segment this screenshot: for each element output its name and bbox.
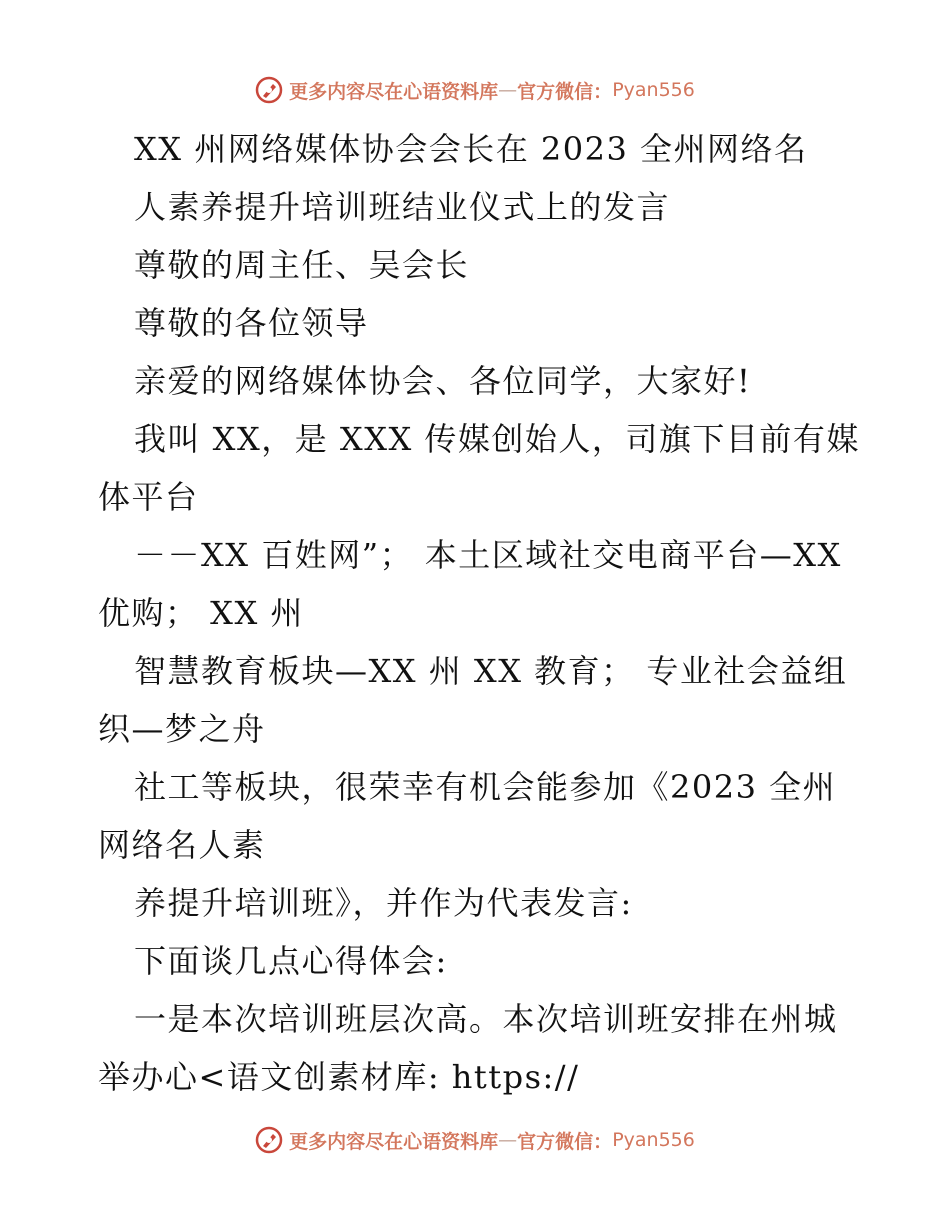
banner-separator: — bbox=[498, 1129, 518, 1151]
header-banner bbox=[0, 70, 950, 110]
document-line: 尊敬的周主任、吴会长 bbox=[134, 246, 470, 284]
document-line: 织—梦之舟 bbox=[98, 710, 266, 748]
footer-banner bbox=[0, 1120, 950, 1160]
document-line: 下面谈几点心得体会: bbox=[134, 942, 448, 980]
quill-pen-logo-icon bbox=[255, 1126, 283, 1154]
document-line: 人素养提升培训班结业仪式上的发言 bbox=[134, 188, 671, 226]
document-line: 一是本次培训班层次高。本次培训班安排在州城 bbox=[134, 1000, 838, 1038]
banner-separator: — bbox=[498, 79, 518, 101]
banner-wechat-label: 官方微信： bbox=[517, 1130, 613, 1153]
document-line: 智慧教育板块—XX 州 XX 教育； 专业社会益组 bbox=[134, 652, 848, 690]
banner-wechat-label: 官方微信： bbox=[517, 80, 613, 103]
quill-pen-logo-icon bbox=[255, 76, 283, 104]
document-line: XX 州网络媒体协会会长在 2023 全州网络名 bbox=[134, 130, 808, 168]
banner-wechat-id: Pyan556 bbox=[612, 79, 695, 101]
document-line: 亲爱的网络媒体协会、各位同学，大家好! bbox=[134, 362, 752, 400]
document-line: 我叫 XX，是 XXX 传媒创始人，司旗下目前有媒 bbox=[134, 420, 860, 458]
banner-main-text: 更多内容尽在心语资料库 bbox=[289, 80, 499, 103]
document-line: 养提升培训班》，并作为代表发言: bbox=[134, 884, 633, 922]
document-line: 优购； XX 州 bbox=[98, 594, 304, 632]
document-line: －－XX 百姓网”； 本土区域社交电商平台—XX bbox=[134, 536, 842, 574]
banner-wechat-id: Pyan556 bbox=[612, 1129, 695, 1151]
document-line: 尊敬的各位领导 bbox=[134, 304, 369, 342]
document-line: 网络名人素 bbox=[98, 826, 266, 864]
document-line: 举办心<语文创素材库: https:// bbox=[98, 1058, 580, 1096]
document-line: 社工等板块，很荣幸有机会能参加《2023 全州 bbox=[134, 768, 837, 806]
banner-main-text: 更多内容尽在心语资料库 bbox=[289, 1130, 499, 1153]
document-body bbox=[98, 120, 858, 1106]
document-line: 体平台 bbox=[98, 478, 199, 516]
